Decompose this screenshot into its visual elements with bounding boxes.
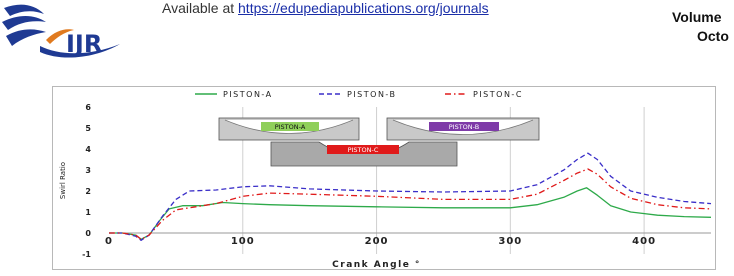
swirl-ratio-chart [52,86,716,270]
journal-link[interactable]: https://edupediapublications.org/journals [238,0,489,16]
y-tick-label: 1 [85,208,91,217]
series-line-piston-c [109,169,711,239]
x-tick-label: 400 [632,236,657,247]
piston-b-tag-label: PISTON-B [448,123,480,131]
x-tick-label: 200 [364,236,389,247]
logo-wing-top [4,5,44,16]
logo-text: IJR [66,30,103,58]
x-tick-label: 0 [105,236,113,247]
legend-label: PISTON-B [347,90,397,99]
y-tick-label: 6 [85,103,91,112]
chart-svg [53,87,715,269]
legend-label: PISTON-A [223,90,273,99]
y-tick-label: 0 [85,229,91,238]
legend-label: PISTON-C [473,90,523,99]
ijr-logo [0,0,130,62]
piston-c-tag-label: PISTON-C [347,146,379,154]
x-tick-label: 100 [230,236,255,247]
y-tick-label: 3 [85,166,91,175]
piston-a-tag-label: PISTON-A [274,123,306,131]
issue-month-label: Octo [697,28,729,44]
logo-wing-low [6,29,46,46]
logo-wing-mid [2,16,46,30]
x-tick-label: 300 [498,236,523,247]
y-tick-label: -1 [82,250,91,259]
availability-line [162,0,489,16]
page-header [0,0,734,66]
x-axis-title: Crank Angle ° [332,260,421,269]
y-tick-label: 4 [85,145,91,154]
y-tick-label: 2 [85,187,91,196]
y-axis-title: Swirl Ratio [59,161,67,200]
y-tick-label: 5 [85,124,91,133]
series-line-piston-a [109,188,711,240]
volume-label: Volume [672,9,722,25]
availability-prefix: Available at [162,0,239,16]
